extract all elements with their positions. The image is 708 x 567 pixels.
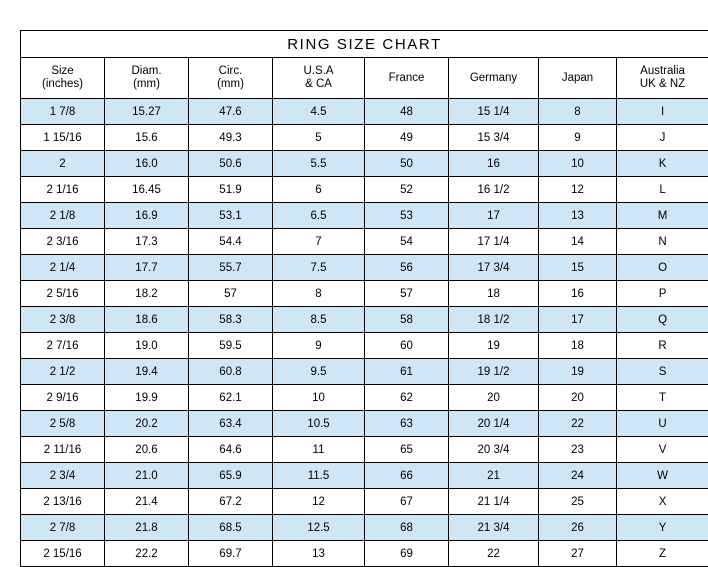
cell-australia-uk-nz: I — [617, 99, 708, 125]
cell-france: 56 — [365, 255, 449, 281]
cell-circumference: 69.7 — [189, 541, 273, 567]
cell-australia-uk-nz: W — [617, 463, 708, 489]
column-header-france — [365, 58, 449, 99]
cell-usa-ca: 5.5 — [273, 151, 365, 177]
cell-japan: 19 — [539, 359, 617, 385]
cell-australia-uk-nz: Y — [617, 515, 708, 541]
column-header-australia-uk-nz — [617, 58, 708, 99]
column-header-japan — [539, 58, 617, 99]
table-row — [21, 489, 708, 515]
cell-australia-uk-nz: V — [617, 437, 708, 463]
table-row — [21, 411, 708, 437]
table-row — [21, 229, 708, 255]
cell-size: 2 1/16 — [21, 177, 105, 203]
cell-australia-uk-nz: Q — [617, 307, 708, 333]
cell-diameter: 21.0 — [105, 463, 189, 489]
cell-usa-ca: 10.5 — [273, 411, 365, 437]
column-header-size-line1: Size — [21, 65, 104, 78]
column-header-france-line1: France — [365, 72, 448, 85]
cell-diameter: 21.8 — [105, 515, 189, 541]
table-row — [21, 437, 708, 463]
cell-france: 58 — [365, 307, 449, 333]
cell-france: 62 — [365, 385, 449, 411]
cell-japan: 23 — [539, 437, 617, 463]
cell-france: 68 — [365, 515, 449, 541]
cell-size: 2 7/8 — [21, 515, 105, 541]
cell-usa-ca: 6 — [273, 177, 365, 203]
cell-france: 66 — [365, 463, 449, 489]
cell-france: 48 — [365, 99, 449, 125]
cell-france: 53 — [365, 203, 449, 229]
cell-usa-ca: 8 — [273, 281, 365, 307]
cell-circumference: 64.6 — [189, 437, 273, 463]
cell-australia-uk-nz: T — [617, 385, 708, 411]
cell-diameter: 19.4 — [105, 359, 189, 385]
page-title: RING SIZE CHART — [21, 31, 708, 58]
cell-australia-uk-nz: X — [617, 489, 708, 515]
cell-usa-ca: 5 — [273, 125, 365, 151]
cell-size: 1 15/16 — [21, 125, 105, 151]
cell-size: 2 5/8 — [21, 411, 105, 437]
table-row — [21, 359, 708, 385]
cell-germany: 17 — [449, 203, 539, 229]
cell-japan: 12 — [539, 177, 617, 203]
cell-diameter: 15.6 — [105, 125, 189, 151]
cell-japan: 25 — [539, 489, 617, 515]
column-header-diameter-line2: (mm) — [105, 78, 188, 91]
cell-size: 2 3/16 — [21, 229, 105, 255]
table-row — [21, 281, 708, 307]
cell-size: 2 5/16 — [21, 281, 105, 307]
cell-size: 2 9/16 — [21, 385, 105, 411]
cell-size: 1 7/8 — [21, 99, 105, 125]
cell-diameter: 21.4 — [105, 489, 189, 515]
cell-circumference: 68.5 — [189, 515, 273, 541]
cell-usa-ca: 4.5 — [273, 99, 365, 125]
cell-diameter: 16.45 — [105, 177, 189, 203]
column-header-usa-ca-line2: & CA — [273, 78, 364, 91]
cell-circumference: 55.7 — [189, 255, 273, 281]
cell-france: 57 — [365, 281, 449, 307]
column-header-circumference-line1: Circ. — [189, 65, 272, 78]
cell-diameter: 17.7 — [105, 255, 189, 281]
cell-australia-uk-nz: R — [617, 333, 708, 359]
cell-diameter: 16.0 — [105, 151, 189, 177]
cell-france: 60 — [365, 333, 449, 359]
cell-usa-ca: 6.5 — [273, 203, 365, 229]
cell-australia-uk-nz: N — [617, 229, 708, 255]
cell-circumference: 65.9 — [189, 463, 273, 489]
table-title-row — [21, 31, 708, 58]
cell-circumference: 54.4 — [189, 229, 273, 255]
cell-germany: 16 — [449, 151, 539, 177]
column-header-germany-line1: Germany — [449, 72, 538, 85]
cell-usa-ca: 9.5 — [273, 359, 365, 385]
cell-japan: 14 — [539, 229, 617, 255]
cell-germany: 19 — [449, 333, 539, 359]
cell-japan: 17 — [539, 307, 617, 333]
cell-circumference: 67.2 — [189, 489, 273, 515]
cell-france: 65 — [365, 437, 449, 463]
table-row — [21, 307, 708, 333]
cell-diameter: 15.27 — [105, 99, 189, 125]
table-row — [21, 203, 708, 229]
cell-germany: 17 1/4 — [449, 229, 539, 255]
cell-usa-ca: 7.5 — [273, 255, 365, 281]
cell-circumference: 50.6 — [189, 151, 273, 177]
cell-usa-ca: 7 — [273, 229, 365, 255]
column-header-circumference — [189, 58, 273, 99]
column-header-australia-uk-nz-line2: UK & NZ — [617, 78, 708, 91]
cell-germany: 15 3/4 — [449, 125, 539, 151]
table-body — [21, 99, 708, 567]
cell-australia-uk-nz: K — [617, 151, 708, 177]
cell-germany: 20 — [449, 385, 539, 411]
cell-size: 2 1/4 — [21, 255, 105, 281]
cell-size: 2 3/8 — [21, 307, 105, 333]
cell-diameter: 22.2 — [105, 541, 189, 567]
cell-australia-uk-nz: P — [617, 281, 708, 307]
table-row — [21, 151, 708, 177]
column-header-usa-ca-line1: U.S.A — [273, 65, 364, 78]
cell-circumference: 60.8 — [189, 359, 273, 385]
cell-usa-ca: 9 — [273, 333, 365, 359]
cell-usa-ca: 13 — [273, 541, 365, 567]
table-row — [21, 463, 708, 489]
cell-france: 50 — [365, 151, 449, 177]
cell-australia-uk-nz: O — [617, 255, 708, 281]
cell-australia-uk-nz: S — [617, 359, 708, 385]
cell-circumference: 53.1 — [189, 203, 273, 229]
cell-size: 2 11/16 — [21, 437, 105, 463]
cell-france: 63 — [365, 411, 449, 437]
cell-germany: 15 1/4 — [449, 99, 539, 125]
column-header-usa-ca — [273, 58, 365, 99]
cell-diameter: 18.6 — [105, 307, 189, 333]
cell-japan: 24 — [539, 463, 617, 489]
column-header-australia-uk-nz-line1: Australia — [617, 65, 708, 78]
cell-australia-uk-nz: U — [617, 411, 708, 437]
table-row — [21, 125, 708, 151]
table-row — [21, 515, 708, 541]
cell-france: 49 — [365, 125, 449, 151]
column-header-germany — [449, 58, 539, 99]
cell-size: 2 15/16 — [21, 541, 105, 567]
cell-australia-uk-nz: M — [617, 203, 708, 229]
cell-japan: 8 — [539, 99, 617, 125]
cell-size: 2 1/8 — [21, 203, 105, 229]
cell-germany: 21 1/4 — [449, 489, 539, 515]
cell-size: 2 — [21, 151, 105, 177]
column-header-size — [21, 58, 105, 99]
cell-circumference: 59.5 — [189, 333, 273, 359]
cell-diameter: 19.9 — [105, 385, 189, 411]
cell-japan: 20 — [539, 385, 617, 411]
cell-japan: 10 — [539, 151, 617, 177]
cell-circumference: 57 — [189, 281, 273, 307]
cell-japan: 16 — [539, 281, 617, 307]
table-header-row — [21, 58, 708, 99]
cell-australia-uk-nz: Z — [617, 541, 708, 567]
cell-usa-ca: 10 — [273, 385, 365, 411]
column-header-japan-line1: Japan — [539, 72, 616, 85]
cell-germany: 21 — [449, 463, 539, 489]
cell-size: 2 3/4 — [21, 463, 105, 489]
column-header-size-line2: (inches) — [21, 78, 104, 91]
cell-diameter: 19.0 — [105, 333, 189, 359]
table-row — [21, 333, 708, 359]
cell-japan: 18 — [539, 333, 617, 359]
cell-germany: 19 1/2 — [449, 359, 539, 385]
table-row — [21, 99, 708, 125]
cell-size: 2 1/2 — [21, 359, 105, 385]
cell-australia-uk-nz: L — [617, 177, 708, 203]
cell-circumference: 47.6 — [189, 99, 273, 125]
column-header-diameter-line1: Diam. — [105, 65, 188, 78]
cell-france: 69 — [365, 541, 449, 567]
cell-size: 2 13/16 — [21, 489, 105, 515]
cell-usa-ca: 11 — [273, 437, 365, 463]
column-header-circumference-line2: (mm) — [189, 78, 272, 91]
table-row — [21, 541, 708, 567]
cell-france: 67 — [365, 489, 449, 515]
table-row — [21, 255, 708, 281]
cell-germany: 20 3/4 — [449, 437, 539, 463]
table-row — [21, 385, 708, 411]
table-row — [21, 177, 708, 203]
cell-circumference: 58.3 — [189, 307, 273, 333]
cell-france: 54 — [365, 229, 449, 255]
cell-japan: 15 — [539, 255, 617, 281]
cell-diameter: 16.9 — [105, 203, 189, 229]
cell-usa-ca: 12 — [273, 489, 365, 515]
cell-germany: 21 3/4 — [449, 515, 539, 541]
cell-france: 61 — [365, 359, 449, 385]
cell-diameter: 18.2 — [105, 281, 189, 307]
cell-germany: 17 3/4 — [449, 255, 539, 281]
cell-usa-ca: 11.5 — [273, 463, 365, 489]
cell-circumference: 63.4 — [189, 411, 273, 437]
cell-germany: 18 1/2 — [449, 307, 539, 333]
cell-size: 2 7/16 — [21, 333, 105, 359]
cell-japan: 22 — [539, 411, 617, 437]
ring-size-chart-table — [20, 30, 708, 567]
cell-germany: 20 1/4 — [449, 411, 539, 437]
cell-australia-uk-nz: J — [617, 125, 708, 151]
cell-diameter: 17.3 — [105, 229, 189, 255]
cell-japan: 26 — [539, 515, 617, 541]
cell-japan: 9 — [539, 125, 617, 151]
cell-usa-ca: 12.5 — [273, 515, 365, 541]
cell-circumference: 62.1 — [189, 385, 273, 411]
cell-germany: 22 — [449, 541, 539, 567]
cell-france: 52 — [365, 177, 449, 203]
cell-germany: 16 1/2 — [449, 177, 539, 203]
cell-circumference: 51.9 — [189, 177, 273, 203]
cell-japan: 13 — [539, 203, 617, 229]
cell-japan: 27 — [539, 541, 617, 567]
column-header-diameter — [105, 58, 189, 99]
cell-germany: 18 — [449, 281, 539, 307]
cell-diameter: 20.2 — [105, 411, 189, 437]
cell-diameter: 20.6 — [105, 437, 189, 463]
cell-circumference: 49.3 — [189, 125, 273, 151]
cell-usa-ca: 8.5 — [273, 307, 365, 333]
